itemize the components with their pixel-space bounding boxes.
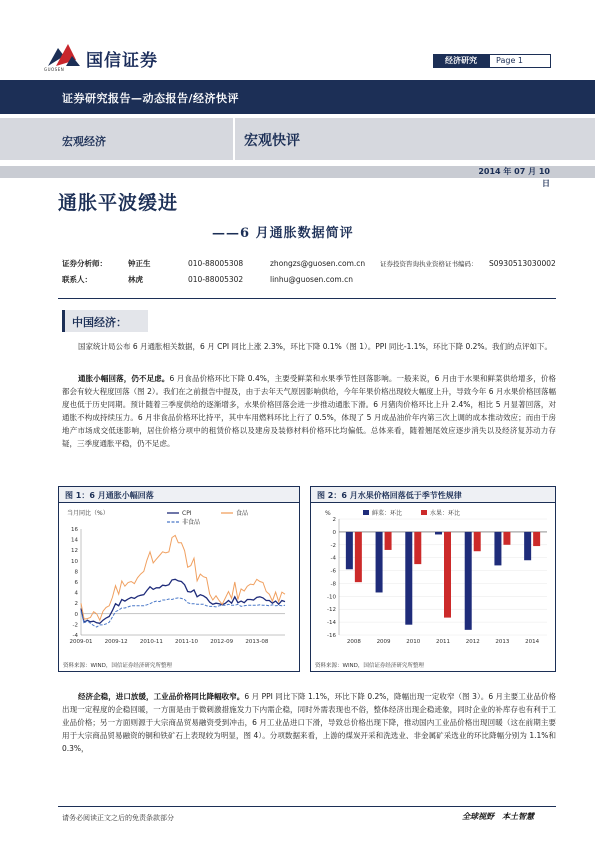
logo-mark-icon (42, 40, 82, 70)
contact-label: 联系人： (62, 275, 92, 284)
bar-水果：环比-2010 (414, 532, 421, 564)
bar-水果：环比-2012 (474, 532, 481, 551)
figure-2 (310, 486, 556, 672)
sub-band-left: 宏观经济 (62, 135, 106, 148)
y-tick-label: -10 (327, 594, 336, 601)
section-title: 中国经济： (72, 316, 127, 329)
contact-email[interactable]: linhu@guosen.com.cn (270, 275, 353, 284)
x-tick-label: 2013 (495, 639, 510, 645)
page-number: Page 1 (489, 54, 551, 68)
legend-label: 水果：环比 (430, 510, 461, 517)
y-tick-label: 0 (332, 529, 336, 536)
report-date: 2014 年 07 月 10 日 (478, 167, 550, 188)
y-tick-label: -16 (327, 633, 336, 639)
y-tick-label: 16 (71, 527, 78, 533)
x-tick-label: 2010 (406, 639, 421, 645)
figure-1-source: 资料来源：WIND，国信证券经济研究所整理 (63, 663, 172, 669)
paragraph-inflation (62, 372, 556, 450)
y-tick-label: -2 (330, 542, 336, 549)
bar-水果：环比-2009 (385, 532, 392, 550)
figure-1 (58, 486, 300, 672)
paragraph-intro (62, 340, 556, 353)
x-tick-label: 2011 (436, 639, 450, 645)
y-tick-label: 2 (74, 601, 78, 608)
figure-2-source: 资料来源：WIND，国信证券经济研究所整理 (315, 663, 424, 669)
y-tick-label: -2 (72, 622, 78, 629)
y-tick-label: 4 (74, 590, 78, 597)
report-category: 证券研究报告—动态报告/经济快评 (62, 92, 240, 105)
figure-1-chart (59, 503, 299, 659)
x-tick-label: 2012-09 (210, 639, 234, 645)
paragraph-ppi (62, 690, 556, 755)
x-tick-label: 2009 (376, 639, 391, 645)
bar-鲜菜：环比-2010 (405, 532, 412, 625)
y-tick-label: 14 (71, 537, 78, 544)
series-line-食品 (81, 535, 285, 620)
logo-name: 国信证券 (86, 51, 158, 71)
x-tick-label: 2011-10 (175, 639, 199, 645)
series-line-CPI (81, 579, 285, 623)
footer-slogan: 全球视野 本土智慧 (462, 812, 534, 821)
bar-水果：环比-2008 (355, 532, 362, 582)
y-axis-label: 当月同比（%） (67, 510, 109, 517)
analyst-phone: 010-88005308 (188, 259, 244, 268)
bar-鲜菜：环比-2009 (376, 532, 383, 593)
contact-phone: 010-88005302 (188, 275, 244, 284)
bar-鲜菜：环比-2012 (465, 532, 472, 630)
paragraph-inflation-text: 6 月食品价格环比下降 0.4%，主要受鲜菜和水果季节性回落影响。一般来说，6 月由于水果和鲜菜供给增多，价格都会有较大程度回落（图 2）。我们在之前报告中提及，由于去年天气原因影响供给，今年年果价格出现较大幅度上升，导致今年 6 月水果价格回落幅度也低于历史同期。预计随着三季度供给的逐渐增多，水果价格回落会进一步推动通胀下滑。6 月猪肉价格环比上升 2.4%，相比 5 月显著回落，对通胀不构成持续压力。6 月非食品价格环比持平，其中车用燃料环比上行了 0.5%，体现了 5 月成品油价年内第三次上调的成本推动效应；而由于房地产市场成交低迷影响，居住价格分项中的租赁价格以及建房及装修材料价格环比均偏低。总体来看，随着翘尾效应逐步消失以及经济复苏动力存疑，三季度通胀平稳，仍不足虑。 (62, 374, 557, 448)
x-tick-label: 2012 (465, 639, 480, 645)
y-tick-label: 2 (332, 517, 336, 523)
figure-1-title: 图 1：6 月通胀小幅回落 (65, 491, 154, 500)
bar-鲜菜：环比-2008 (346, 532, 353, 569)
license-number: S0930513030002 (489, 259, 556, 268)
paragraph-inflation-lead: 通胀小幅回落，仍不足虑。 (78, 374, 170, 383)
y-tick-label: 10 (71, 558, 78, 565)
sub-band-right: 宏观快评 (244, 133, 300, 149)
paragraph-intro-text: 国家统计局公布 6 月通胀相关数据，6 月 CPI 同比上涨 2.3%，环比下降 0.1%（图 1）。PPI 同比-1.1%，环比下降 0.2%。我们的点评如下。 (78, 342, 553, 351)
report-type-tag: 经济研究 (433, 54, 489, 68)
bar-鲜菜：环比-2014 (524, 532, 531, 560)
legend-label: 鲜菜：环比 (372, 510, 403, 517)
y-tick-label: -4 (330, 555, 336, 562)
paragraph-ppi-lead: 经济企稳，进口放缓，工业品价格同比降幅收窄。 (78, 692, 245, 701)
y-axis-label: % (325, 510, 331, 517)
footer-divider (58, 806, 556, 807)
x-tick-label: 2014 (525, 639, 540, 645)
bar-水果：环比-2013 (503, 532, 510, 545)
analyst-label: 证券分析师： (62, 259, 107, 268)
legend-label: 食品 (236, 510, 249, 517)
contact-name: 林虎 (128, 275, 143, 284)
figure-2-chart (311, 503, 555, 659)
bar-水果：环比-2014 (533, 532, 540, 546)
bar-水果：环比-2011 (444, 532, 451, 618)
y-tick-label: -8 (330, 581, 336, 588)
x-tick-label: 2010-11 (139, 639, 163, 645)
y-tick-label: 6 (74, 580, 78, 586)
legend-label: CPI (182, 510, 192, 517)
figure-2-title: 图 2：6 月水果价格回落低于季节性规律 (317, 491, 462, 500)
y-tick-label: -6 (330, 568, 336, 575)
legend-swatch (363, 510, 369, 515)
x-tick-label: 2013-08 (245, 639, 269, 645)
report-subtitle: ——6 月通胀数据简评 (212, 226, 354, 241)
y-tick-label: -14 (327, 620, 336, 627)
y-tick-label: 12 (71, 548, 78, 555)
sub-band-divider (233, 118, 235, 160)
y-tick-label: -12 (327, 607, 336, 614)
analyst-name: 钟正生 (128, 259, 151, 268)
footer-disclaimer: 请务必阅读正文之后的免责条款部分 (62, 814, 174, 822)
x-tick-label: 2008 (346, 639, 361, 645)
analyst-email[interactable]: zhongzs@guosen.com.cn (270, 259, 366, 268)
x-tick-label: 2009-12 (104, 639, 128, 645)
bar-鲜菜：环比-2013 (494, 532, 501, 566)
report-title: 通胀平波缓进 (58, 192, 179, 214)
divider (58, 298, 556, 299)
license-label: 证券投资咨询执业资格证书编码： (380, 260, 478, 268)
legend-label: 非食品 (182, 519, 201, 526)
logo-sub: GUOSEN (44, 67, 65, 72)
legend-swatch (421, 510, 427, 515)
company-logo (42, 40, 212, 74)
y-tick-label: -4 (72, 633, 78, 639)
bar-鲜菜：环比-2011 (435, 532, 442, 535)
paragraph-ppi-text: 6 月 PPI 同比下降 1.1%，环比下降 0.2%，降幅出现一定收窄（图 3）。6 月主要工业品价格出现一定程度的企稳回暖，一方面是由于微刺激措施发力下内需企稳，同时外需表现也不俗，整体经济出现企稳迹象，同时企业的补库存也有利于工业品价格；另一方面则源于大宗商品贸易融资受到冲击，6 月工业品进口下滑，导致总价格出现下降，推动国内工业品价格出现回暖（这在前期主要用于大宗商品贸易融资的铜和铁矿石上表现较为明显，图 4）。分项数据来看，上游的煤炭开采和洗选业、非金属矿采选业的环比降幅分别为 1.1%和 0.3%， (62, 692, 556, 753)
y-tick-label: 8 (74, 569, 78, 576)
x-tick-label: 2009-01 (69, 639, 93, 645)
y-tick-label: 0 (74, 611, 78, 618)
